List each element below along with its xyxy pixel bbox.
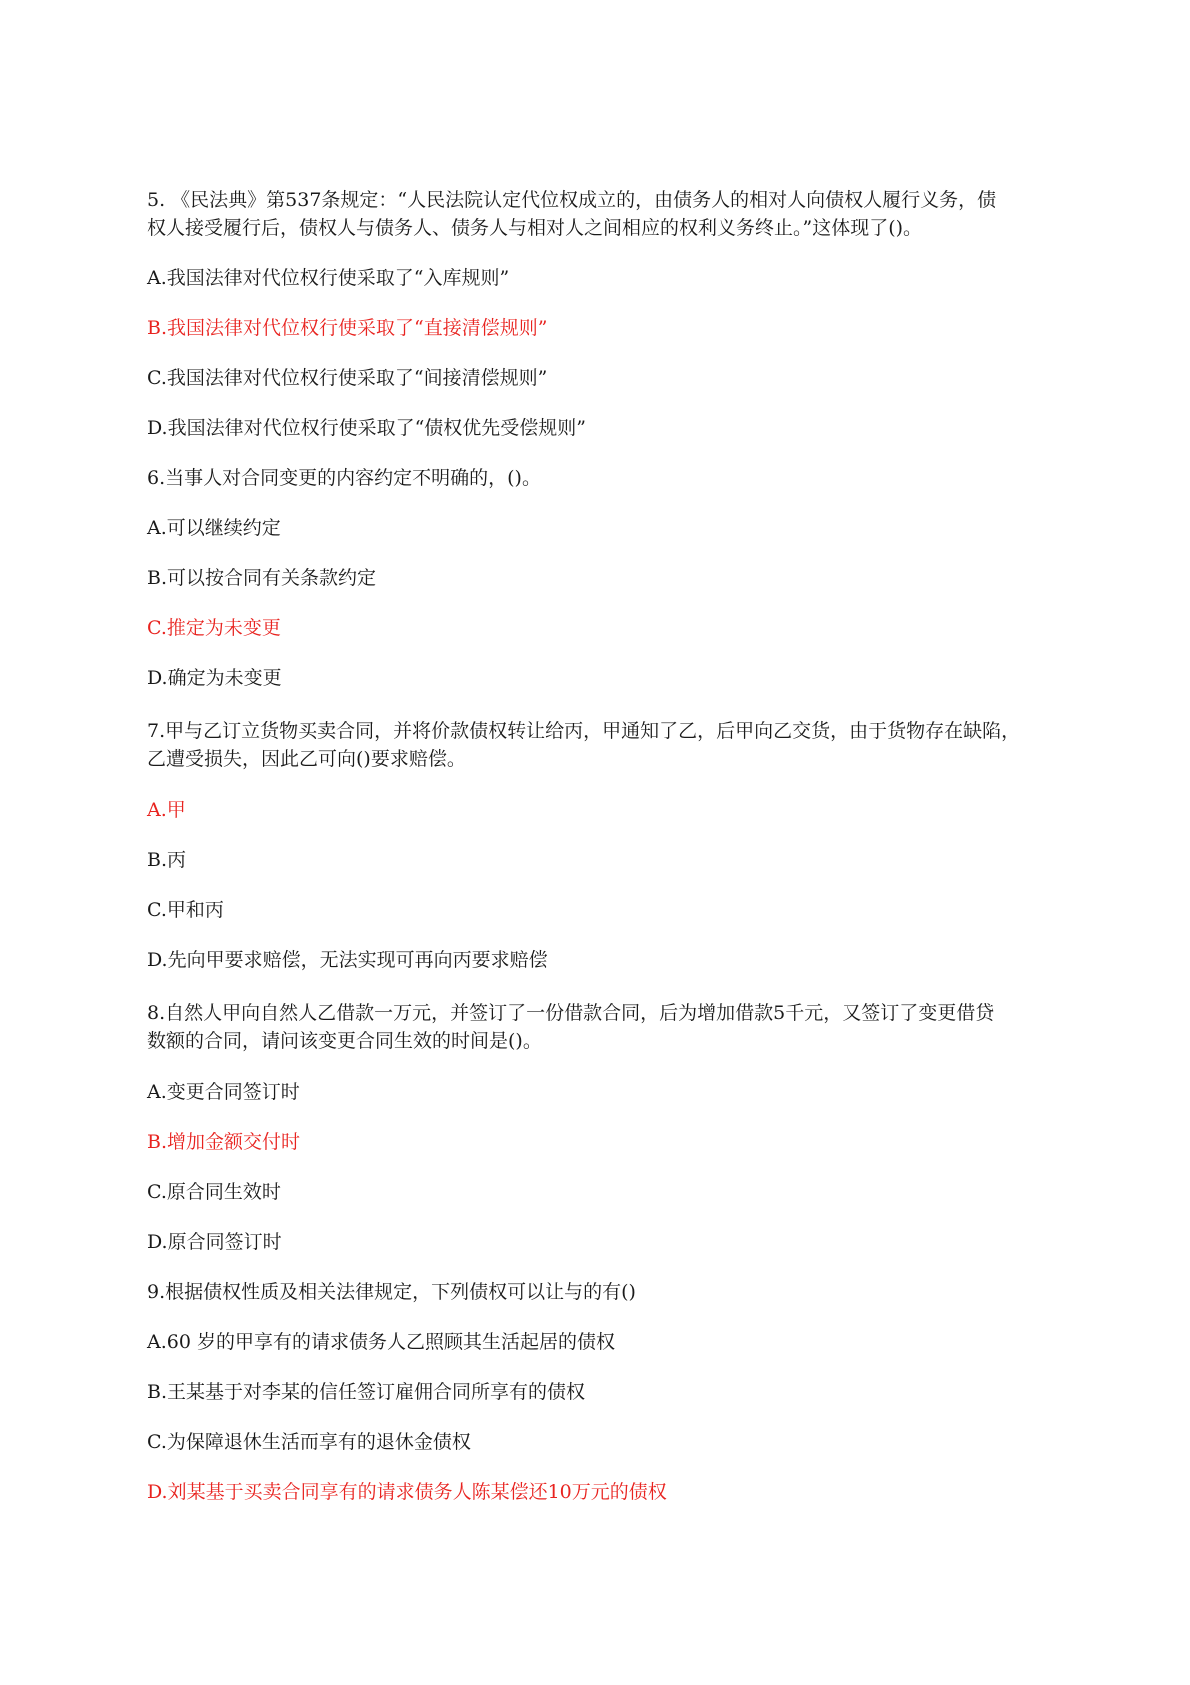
question-6-option-c-answer: C.推定为未变更: [147, 617, 281, 639]
question-6-option-a: A.可以继续约定: [147, 517, 281, 539]
question-5-option-b-answer: B.我国法律对代位权行使采取了“直接清偿规则”: [147, 317, 548, 339]
question-8-option-d: D.原合同签订时: [147, 1231, 282, 1253]
question-7-line-1: 7.甲与乙订立货物买卖合同，并将价款债权转让给丙，甲通知了乙，后甲向乙交货，由于货物存在缺陷，: [147, 720, 1021, 742]
question-7-option-c: C.甲和丙: [147, 899, 224, 921]
question-7-option-b: B.丙: [147, 849, 187, 871]
question-8-option-a: A.变更合同签订时: [147, 1081, 300, 1103]
question-7-option-a-answer: A.甲: [147, 799, 186, 821]
question-9-option-a: A.60 岁的甲享有的请求债务人乙照顾其生活起居的债权: [147, 1331, 615, 1353]
question-6-line-1: 6.当事人对合同变更的内容约定不明确的，()。: [147, 467, 541, 489]
question-9-line-1: 9.根据债权性质及相关法律规定，下列债权可以让与的有(): [147, 1281, 636, 1303]
question-7-option-d: D.先向甲要求赔偿，无法实现可再向丙要求赔偿: [147, 949, 548, 971]
question-5-line-2: 权人接受履行后，债权人与债务人、债务人与相对人之间相应的权利义务终止。”这体现了()。: [147, 217, 923, 239]
question-7-line-2: 乙遭受损失，因此乙可向()要求赔偿。: [147, 748, 466, 770]
question-5-option-d: D.我国法律对代位权行使采取了“债权优先受偿规则”: [147, 417, 587, 439]
question-5-line-1: 5. 《民法典》第537条规定：“人民法院认定代位权成立的，由债务人的相对人向债权人履行义务，债: [147, 189, 997, 211]
question-9-option-c: C.为保障退休生活而享有的退休金债权: [147, 1431, 471, 1453]
question-5-option-c: C.我国法律对代位权行使采取了“间接清偿规则”: [147, 367, 548, 389]
question-8-option-c: C.原合同生效时: [147, 1181, 281, 1203]
question-8-option-b-answer: B.增加金额交付时: [147, 1131, 301, 1153]
question-8-line-2: 数额的合同，请问该变更合同生效的时间是()。: [147, 1030, 542, 1052]
question-8-line-1: 8.自然人甲向自然人乙借款一万元，并签订了一份借款合同，后为增加借款5千元，又签订了变更借贷: [147, 1002, 995, 1024]
question-9-option-d-answer: D.刘某基于买卖合同享有的请求债务人陈某偿还10万元的债权: [147, 1481, 667, 1503]
question-6-option-b: B.可以按合同有关条款约定: [147, 567, 377, 589]
question-5-option-a: A.我国法律对代位权行使采取了“入库规则”: [147, 267, 510, 289]
question-6-option-d: D.确定为未变更: [147, 667, 282, 689]
question-9-option-b: B.王某基于对李某的信任签订雇佣合同所享有的债权: [147, 1381, 586, 1403]
